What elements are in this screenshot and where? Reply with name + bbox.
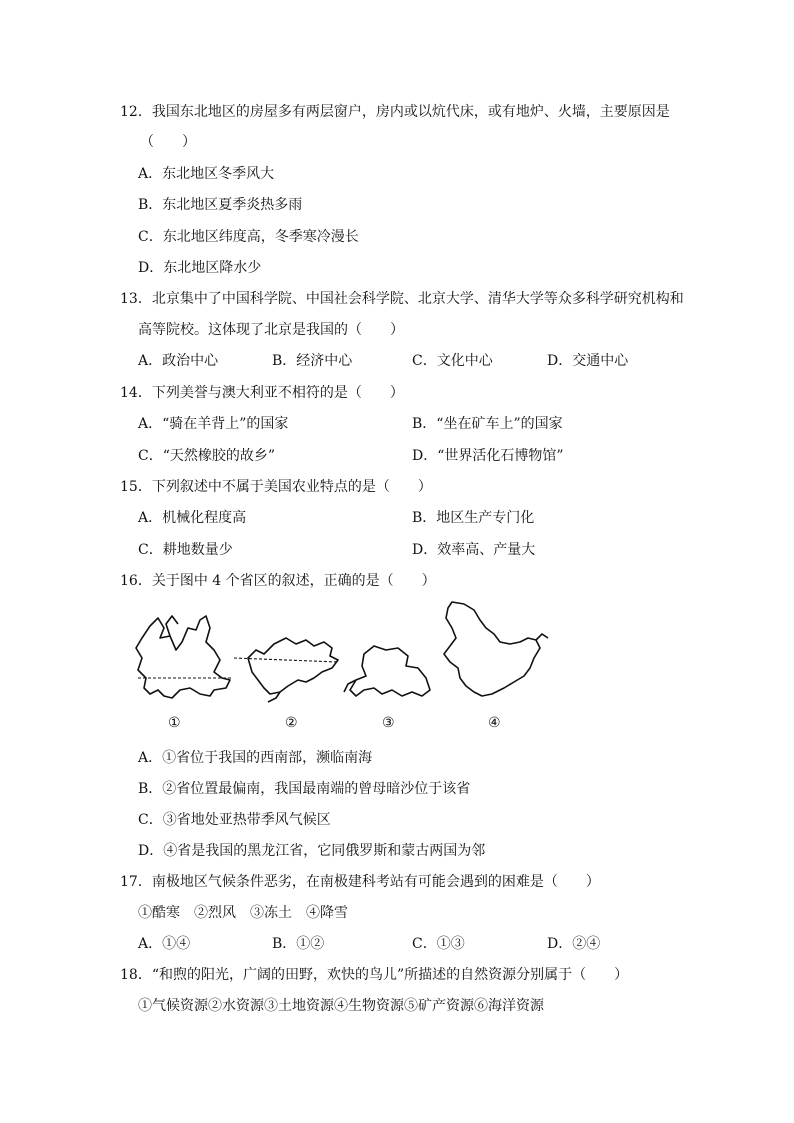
q17-option-b: B．①② <box>272 936 325 952</box>
map-label-2: ② <box>285 715 298 731</box>
q17-items: ①酷寒 ②烈风 ③冻土 ④降雪 <box>138 905 348 921</box>
q15-option-d: D．效率高、产量大 <box>412 542 536 558</box>
q14-stem: 14．下列美誉与澳大利亚不相符的是（ ） <box>120 385 404 401</box>
q15-option-a: A．机械化程度高 <box>138 510 247 526</box>
q14-option-a: A．“骑在羊背上”的国家 <box>138 416 289 432</box>
q13-option-a: A．政治中心 <box>138 353 219 369</box>
q13-stem-line2: 高等院校。这体现了北京是我国的（ ） <box>138 322 404 338</box>
province-outline-4 <box>444 602 540 696</box>
q18-stem: 18．“和煦的阳光，广阔的田野，欢快的鸟儿”所描述的自然资源分别属于（ ） <box>120 967 629 983</box>
q17-option-a: A．①④ <box>138 936 191 952</box>
province-outline-3 <box>350 646 430 696</box>
province-outline-2 <box>248 638 338 694</box>
map-label-1: ① <box>168 715 181 731</box>
q16-stem: 16．关于图中 4 个省区的叙述，正确的是（ ） <box>120 573 436 589</box>
q12-stem: 12．我国东北地区的房屋多有两层窗户，房内或以炕代床，或有地炉、火墙，主要原因是 <box>120 104 670 120</box>
q17-stem: 17．南极地区气候条件恶劣，在南极建科考站有可能会遇到的困难是（ ） <box>120 874 600 890</box>
q18-items: ①气候资源②水资源③土地资源④生物资源⑤矿产资源⑥海洋资源 <box>138 998 544 1014</box>
q12-option-b: B．东北地区夏季炎热多雨 <box>138 197 303 213</box>
q16-option-b: B．②省位置最偏南，我国最南端的曾母暗沙位于该省 <box>138 781 471 797</box>
q12-option-a: A．东北地区冬季风大 <box>138 166 275 182</box>
q15-stem: 15．下列叙述中不属于美国农业特点的是（ ） <box>120 479 432 495</box>
q17-option-c: C．①③ <box>412 936 465 952</box>
q17-option-d: D．②④ <box>547 936 601 952</box>
q13-option-d: D．交通中心 <box>547 353 629 369</box>
map-label-4: ④ <box>488 715 501 731</box>
q13-option-c: C．文化中心 <box>412 353 493 369</box>
q14-option-c: C．“天然橡胶的故乡” <box>138 448 276 464</box>
q16-option-a: A．①省位于我国的西南部，濒临南海 <box>138 750 373 766</box>
province-outline-4-detail <box>536 634 548 640</box>
q16-option-d: D．④省是我国的黑龙江省，它同俄罗斯和蒙古两国为邻 <box>138 843 486 859</box>
map-label-3: ③ <box>382 715 395 731</box>
q15-option-c: C．耕地数量少 <box>138 542 233 558</box>
q12-option-c: C．东北地区纬度高，冬季寒冷漫长 <box>138 229 359 245</box>
q13-stem-line1: 13．北京集中了中国科学院、中国社会科学院、北京大学、清华大学等众多科学研究机构和 <box>120 291 684 307</box>
q15-option-b: B．地区生产专门化 <box>412 510 535 526</box>
q16-option-c: C．③省地处亚热带季风气候区 <box>138 812 331 828</box>
q12-option-d: D．东北地区降水少 <box>138 260 262 276</box>
province-maps <box>130 598 560 743</box>
q12-paren: （ ） <box>140 134 196 150</box>
province-outline-1 <box>136 616 230 698</box>
q13-option-b: B．经济中心 <box>272 353 353 369</box>
q14-option-d: D．“世界活化石博物馆” <box>412 448 564 464</box>
q14-option-b: B．“坐在矿车上”的国家 <box>412 416 563 432</box>
province-outline-1-detail <box>166 616 178 636</box>
